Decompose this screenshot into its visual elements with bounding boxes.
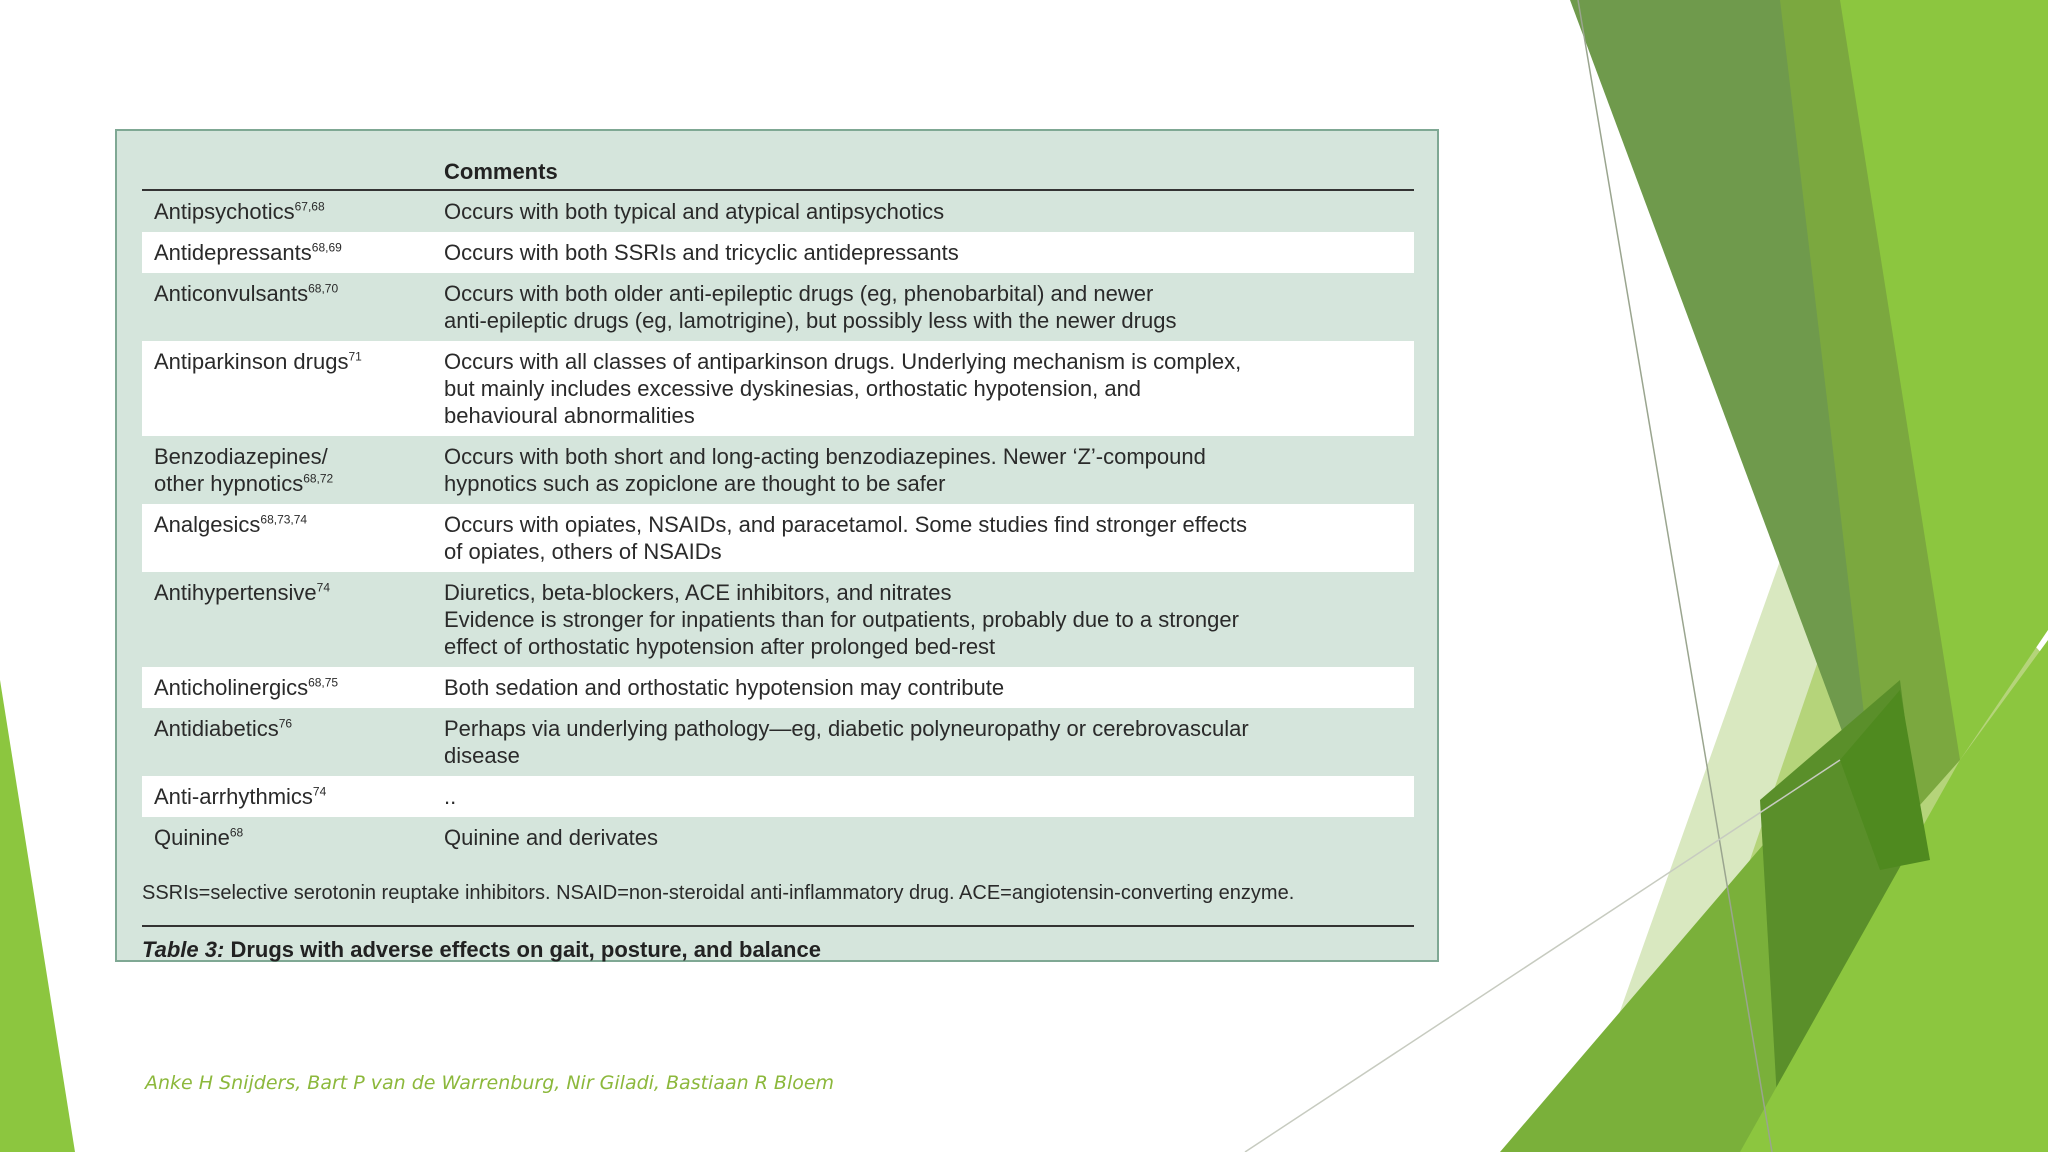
drug-cell [142,817,444,858]
reference-superscript: 68,70 [308,281,339,296]
table-row [142,273,1414,341]
reference-superscript: 68 [229,825,244,840]
drug-name: Anti-arrhythmics [154,784,313,809]
left-green-sliver [0,680,75,1152]
comment-cell [444,504,1414,572]
drug-name: Antidiabetics [154,716,279,741]
drug-name: Antiparkinson drugs [154,349,349,374]
comment-cell [444,436,1414,504]
table-row [142,708,1414,776]
drug-name-line2: other hypnotics [154,471,304,496]
drug-table [142,145,1414,963]
table-header-row [142,145,1414,191]
drug-cell [142,504,444,572]
comment-line: Evidence is stronger for inpatients than for outpatients, probably due to a stronger [444,607,1239,632]
table-caption [142,927,1414,963]
comment-line: Occurs with both older anti-epileptic drugs (eg, phenobarbital) and newer [444,281,1154,306]
comment-line: Perhaps via underlying pathology—eg, diabetic polyneuropathy or cerebrovascular [444,716,1249,741]
reference-superscript: 76 [278,716,293,731]
comment-line: disease [444,743,520,768]
comment-line: of opiates, others of NSAIDs [444,539,722,564]
comment-line: hypnotics such as zopiclone are thought to be safer [444,471,946,496]
caption-text: Drugs with adverse effects on gait, posture, and balance [230,937,821,962]
comment-cell [444,232,1414,273]
comment-cell [444,273,1414,341]
comment-cell [444,817,1414,858]
comment-line: Occurs with both SSRIs and tricyclic antidepressants [444,240,959,265]
drug-cell [142,341,444,436]
table-body [142,191,1414,858]
drug-name: Benzodiazepines/ [154,444,328,469]
caption-label: Table 3: [142,937,225,962]
reference-superscript: 68,73,74 [260,512,308,527]
table-row [142,436,1414,504]
comment-cell [444,341,1414,436]
reference-superscript: 74 [316,580,331,595]
comment-line: Occurs with both typical and atypical antipsychotics [444,199,945,224]
authors-credit: Anke H Snijders, Bart P van de Warrenburg, Nir Giladi, Bastiaan R Bloem [145,1072,835,1094]
drug-cell [142,232,444,273]
drug-name: Quinine [154,825,230,850]
drug-cell [142,273,444,341]
comment-line: effect of orthostatic hypotension after prolonged bed-rest [444,634,996,659]
table-row [142,572,1414,667]
comment-line: Diuretics, beta-blockers, ACE inhibitors, and nitrates [444,580,952,605]
drug-name: Antihypertensive [154,580,317,605]
drug-name: Analgesics [154,512,261,537]
comment-line: Occurs with all classes of antiparkinson drugs. Underlying mechanism is complex, [444,349,1242,374]
drug-cell [142,572,444,667]
comment-cell [444,667,1414,708]
table-row [142,817,1414,858]
comment-line: but mainly includes excessive dyskinesias, orthostatic hypotension, and [444,376,1142,401]
comment-line: Occurs with opiates, NSAIDs, and paracetamol. Some studies find stronger effects [444,512,1247,537]
table-row [142,232,1414,273]
drug-name: Anticholinergics [154,675,309,700]
comment-line: Occurs with both short and long-acting benzodiazepines. Newer ‘Z’-compound [444,444,1206,469]
comment-line: .. [444,784,457,809]
drug-cell [142,776,444,817]
drug-name: Antidepressants [154,240,312,265]
drug-cell [142,191,444,232]
comment-cell [444,776,1414,817]
table-footnote: SSRIs=selective serotonin reuptake inhibitors. NSAID=non-steroidal anti-inflammatory drug. ACE=angiotensin-converting enzyme. [142,882,1295,904]
comments-column-header: Comments [444,159,558,184]
drug-name: Anticonvulsants [154,281,309,306]
comment-cell [444,572,1414,667]
comment-line: Both sedation and orthostatic hypotension may contribute [444,675,1005,700]
reference-superscript: 74 [312,784,327,799]
table-row [142,191,1414,232]
reference-superscript: 68,69 [311,240,342,255]
table-row [142,504,1414,572]
comment-cell [444,191,1414,232]
drug-cell [142,436,444,504]
drug-cell [142,708,444,776]
reference-superscript: 68,72 [303,471,334,486]
drug-name: Antipsychotics [154,199,295,224]
table-row [142,667,1414,708]
comment-line: Quinine and derivates [444,825,659,850]
drug-cell [142,667,444,708]
comment-line: anti-epileptic drugs (eg, lamotrigine), but possibly less with the newer drugs [444,308,1177,333]
reference-superscript: 71 [348,349,362,364]
drug-table-panel [115,129,1439,962]
reference-superscript: 68,75 [308,675,339,690]
reference-superscript: 67,68 [294,199,325,214]
table-row [142,776,1414,817]
table-row [142,341,1414,436]
comment-cell [444,708,1414,776]
comment-line: behavioural abnormalities [444,403,695,428]
